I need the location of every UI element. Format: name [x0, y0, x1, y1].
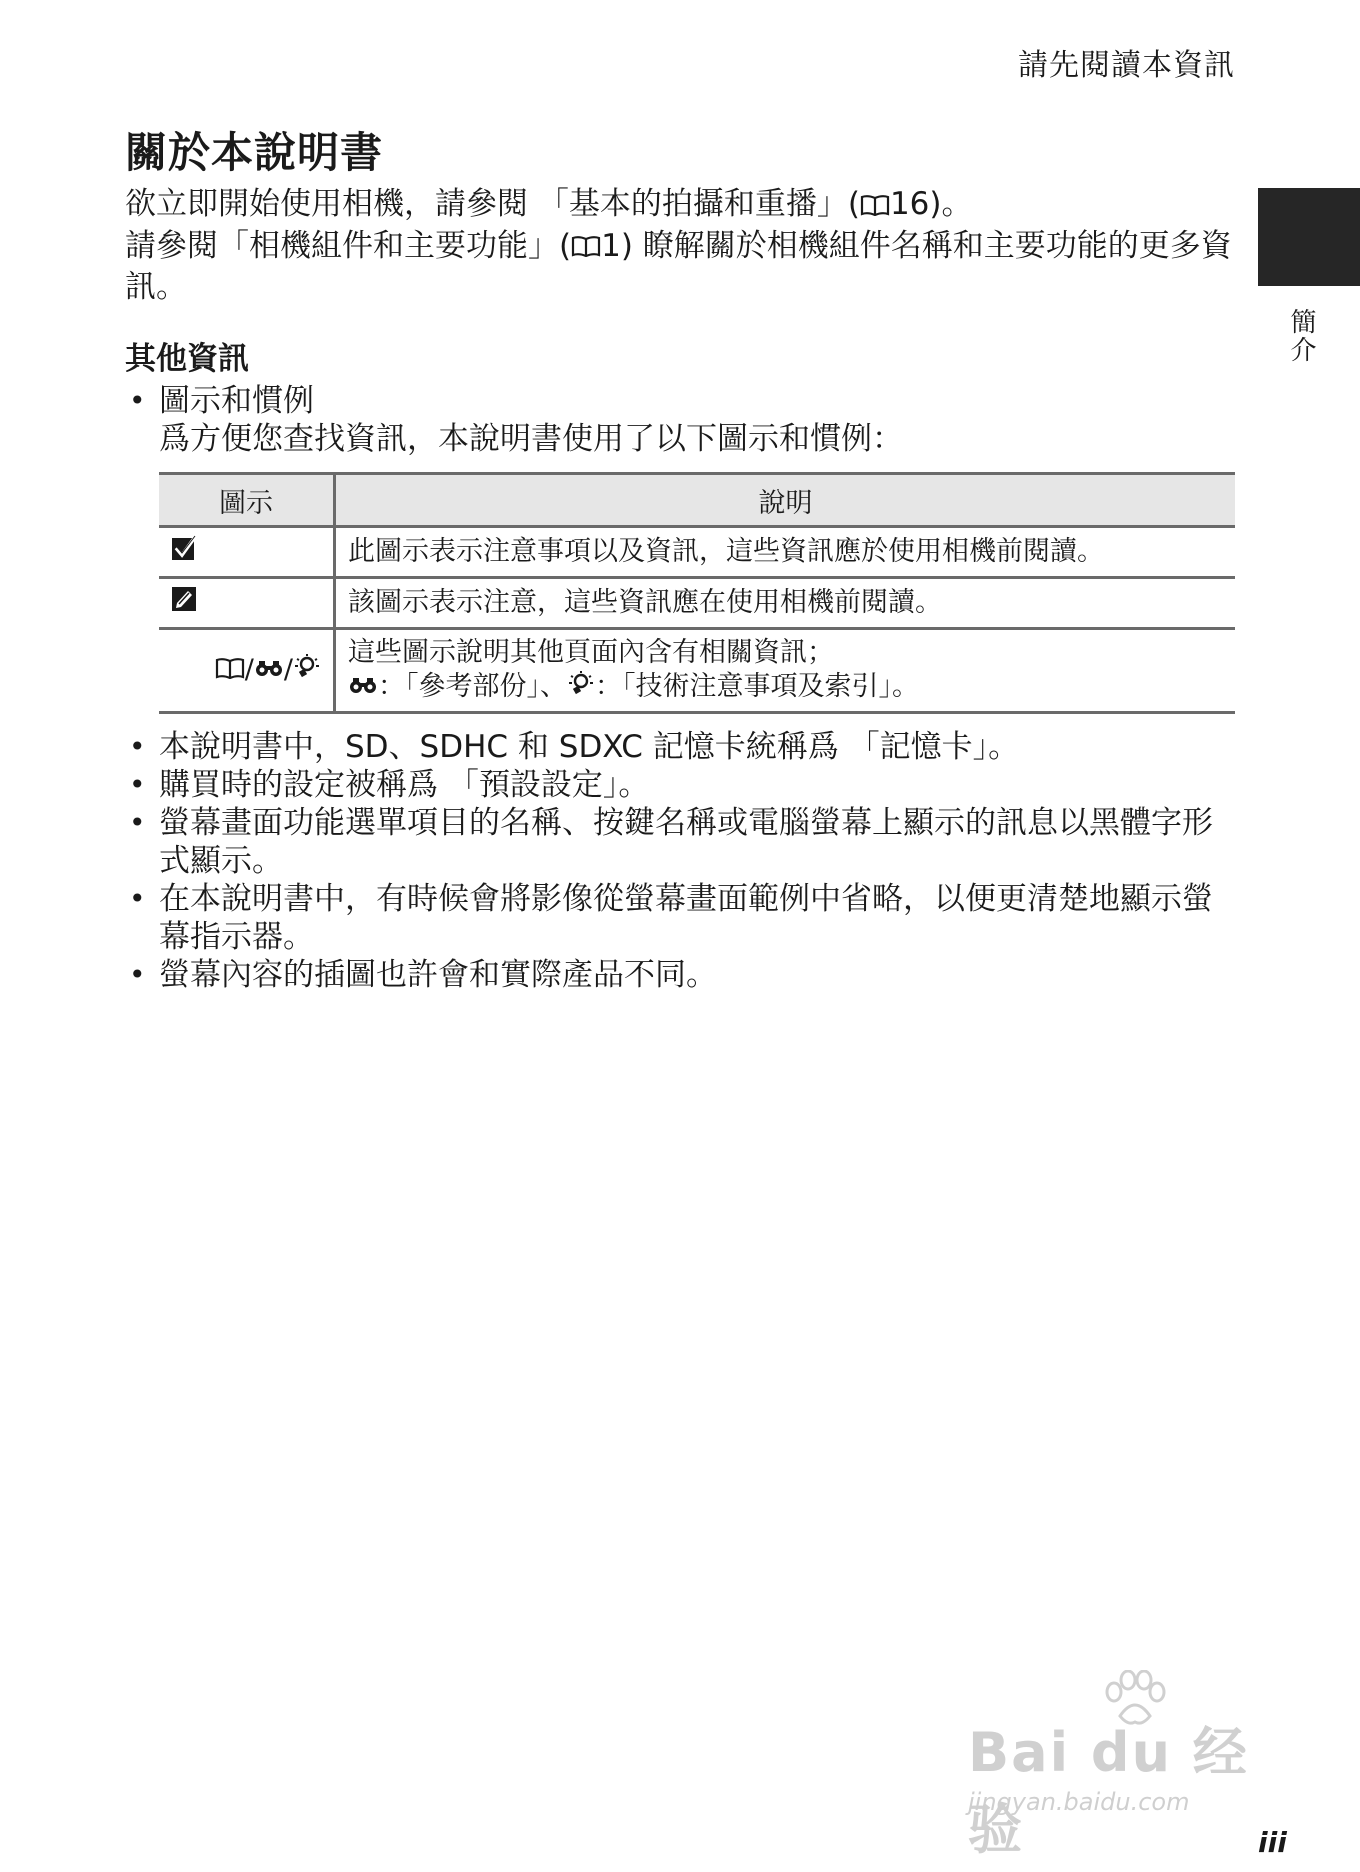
icon-convention-table: [159, 472, 1235, 714]
list-item-text: 購買時的設定被稱爲 「預設設定」。: [159, 767, 650, 803]
bullet-icon: •: [129, 882, 146, 915]
main-content: [125, 120, 1235, 994]
technical-notes-text: ：「技術注意事項及索引」。: [595, 671, 919, 702]
book-icon: [571, 227, 601, 267]
list-item-title: 圖示和慣例: [159, 383, 314, 419]
bullet-icon: •: [129, 768, 146, 801]
intro-ref-2: 1) 瞭解關於相機組件名稱和主要功能的更多資訊。: [125, 227, 1232, 305]
table-cell-icon: [159, 578, 335, 629]
list-item: [125, 728, 1235, 766]
list-item-text: 在本說明書中，有時候會將影像從螢幕畫面範例中省略，以便更清楚地顯示螢幕指示器。: [159, 881, 1213, 955]
page-header-title: 請先閱讀本資訊: [1018, 48, 1235, 83]
table-row: [159, 629, 1235, 713]
table-header-icon: 圖示: [159, 474, 335, 527]
intro-text-1: 欲立即開始使用相機，請參閱 「基本的拍攝和重播」(: [125, 186, 860, 222]
intro-paragraph-2: [125, 226, 1235, 308]
description-line-1: 這些圖示說明其他頁面內含有相關資訊；: [348, 637, 834, 668]
list-item-text: 本說明書中，SD、SDHC 和 SDXC 記憶卡統稱爲 「記憶卡」。: [159, 729, 1020, 765]
chapter-tab-label: 簡介: [1286, 308, 1316, 364]
check-box-icon: [171, 535, 197, 570]
icon-convention-list: [125, 382, 1235, 458]
table-header-row: [159, 474, 1235, 527]
list-item-text: 螢幕內容的插圖也許會和實際產品不同。: [159, 957, 717, 993]
list-item: [125, 804, 1235, 880]
subsection-title: 其他資訊: [125, 341, 249, 377]
watermark-brand: Bai du 经验: [968, 1721, 1249, 1861]
bullet-icon: •: [129, 958, 146, 991]
binoculars-icon: [348, 671, 378, 705]
list-item: [125, 956, 1235, 994]
light-bulb-icon: [293, 653, 321, 688]
table-cell-icon: / /: [159, 629, 335, 713]
list-item-text: 爲方便您查找資訊，本說明書使用了以下圖示和慣例：: [159, 421, 903, 457]
watermark-url: jingyan.baidu.com: [968, 1788, 1190, 1816]
book-icon: [215, 654, 245, 688]
table-header-description: 說明: [335, 474, 1236, 527]
binoculars-icon: [254, 654, 284, 688]
reference-section-text: ：「參考部份」、: [378, 671, 567, 702]
intro-ref-1: 16)。: [889, 186, 973, 222]
section-title: 關於本說明書: [125, 128, 384, 177]
intro-paragraph-1: [125, 184, 1235, 226]
bullet-icon: •: [129, 384, 146, 417]
intro-text-2: 請參閱「相機組件和主要功能」(: [125, 227, 572, 264]
table-cell-description: [335, 629, 1236, 713]
notes-list: [125, 728, 1235, 994]
table-cell-icon: [159, 527, 335, 578]
list-item: [125, 880, 1235, 956]
table-cell-description: 此圖示表示注意事項以及資訊，這些資訊應於使用相機前閱讀。: [335, 527, 1236, 578]
list-item-text: 螢幕畫面功能選單項目的名稱、按鍵名稱或電腦螢幕上顯示的訊息以黑體字形式顯示。: [159, 805, 1213, 879]
table-row: [159, 527, 1235, 578]
bullet-icon: •: [129, 730, 146, 763]
description-line-2: [348, 670, 1223, 705]
pencil-note-icon: [171, 586, 197, 621]
light-bulb-icon: [567, 670, 595, 705]
table-cell-description: 該圖示表示注意，這些資訊應在使用相機前閱讀。: [335, 578, 1236, 629]
table-row: [159, 578, 1235, 629]
page-number: iii: [1258, 1826, 1287, 1859]
list-item: [125, 382, 1235, 458]
bullet-icon: •: [129, 806, 146, 839]
chapter-tab-marker: [1258, 188, 1360, 286]
book-icon: [860, 186, 890, 226]
list-item: [125, 766, 1235, 804]
